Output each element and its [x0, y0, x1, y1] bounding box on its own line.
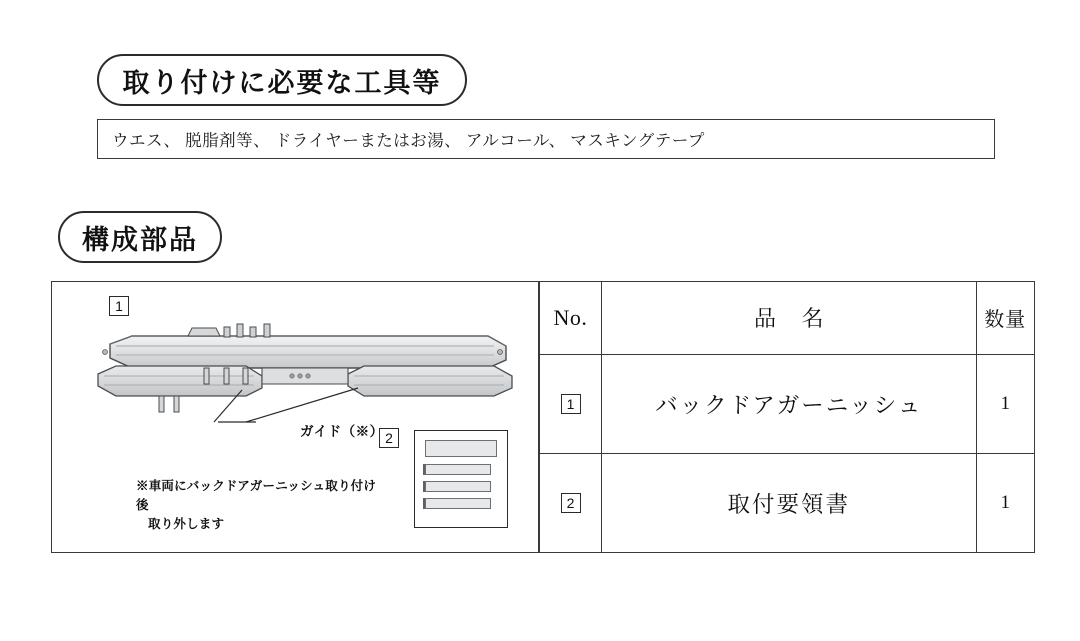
tools-section-heading: 取り付けに必要な工具等: [97, 54, 467, 106]
parts-table: [539, 282, 1034, 552]
illustration-note: [136, 477, 386, 533]
booklet-row-2: [425, 481, 491, 492]
part-marker-2: 2: [379, 428, 399, 448]
table-header-row: [540, 282, 1035, 354]
instruction-manual-illustration: [414, 430, 508, 528]
table-cell-name: 取付要領書: [602, 453, 977, 552]
table-row: [540, 354, 1035, 453]
row-marker-2: 2: [561, 493, 581, 513]
table-header-qty: 数量: [976, 282, 1034, 354]
table-cell-no: [540, 453, 602, 552]
parts-section-heading: 構成部品: [58, 211, 222, 263]
guide-caption-label: ガイド（※）: [300, 424, 384, 439]
row-marker-1: 1: [561, 394, 581, 414]
booklet-row-3: [425, 498, 491, 509]
illustration-note-line-1: ※車両にバックドアガーニッシュ取り付け後: [136, 479, 377, 512]
table-header-no: No.: [540, 282, 602, 354]
booklet-row-1: [425, 464, 491, 475]
parts-section-body: [51, 281, 1035, 553]
illustration-note-line-2: 取り外します: [148, 516, 225, 531]
table-cell-qty: 1: [976, 354, 1034, 453]
tools-text-box: [97, 119, 995, 159]
table-cell-qty: 1: [976, 453, 1034, 552]
parts-illustration-panel: [52, 282, 539, 552]
table-row: [540, 453, 1035, 552]
booklet-title-block: [425, 440, 497, 457]
part-marker-1: 1: [109, 296, 129, 316]
table-header-name: 品 名: [602, 282, 977, 354]
table-cell-name: バックドアガーニッシュ: [602, 354, 977, 453]
tools-text: ウエス、 脱脂剤等、 ドライヤーまたはお湯、 アルコール、 マスキングテープ: [112, 131, 705, 150]
table-cell-no: [540, 354, 602, 453]
